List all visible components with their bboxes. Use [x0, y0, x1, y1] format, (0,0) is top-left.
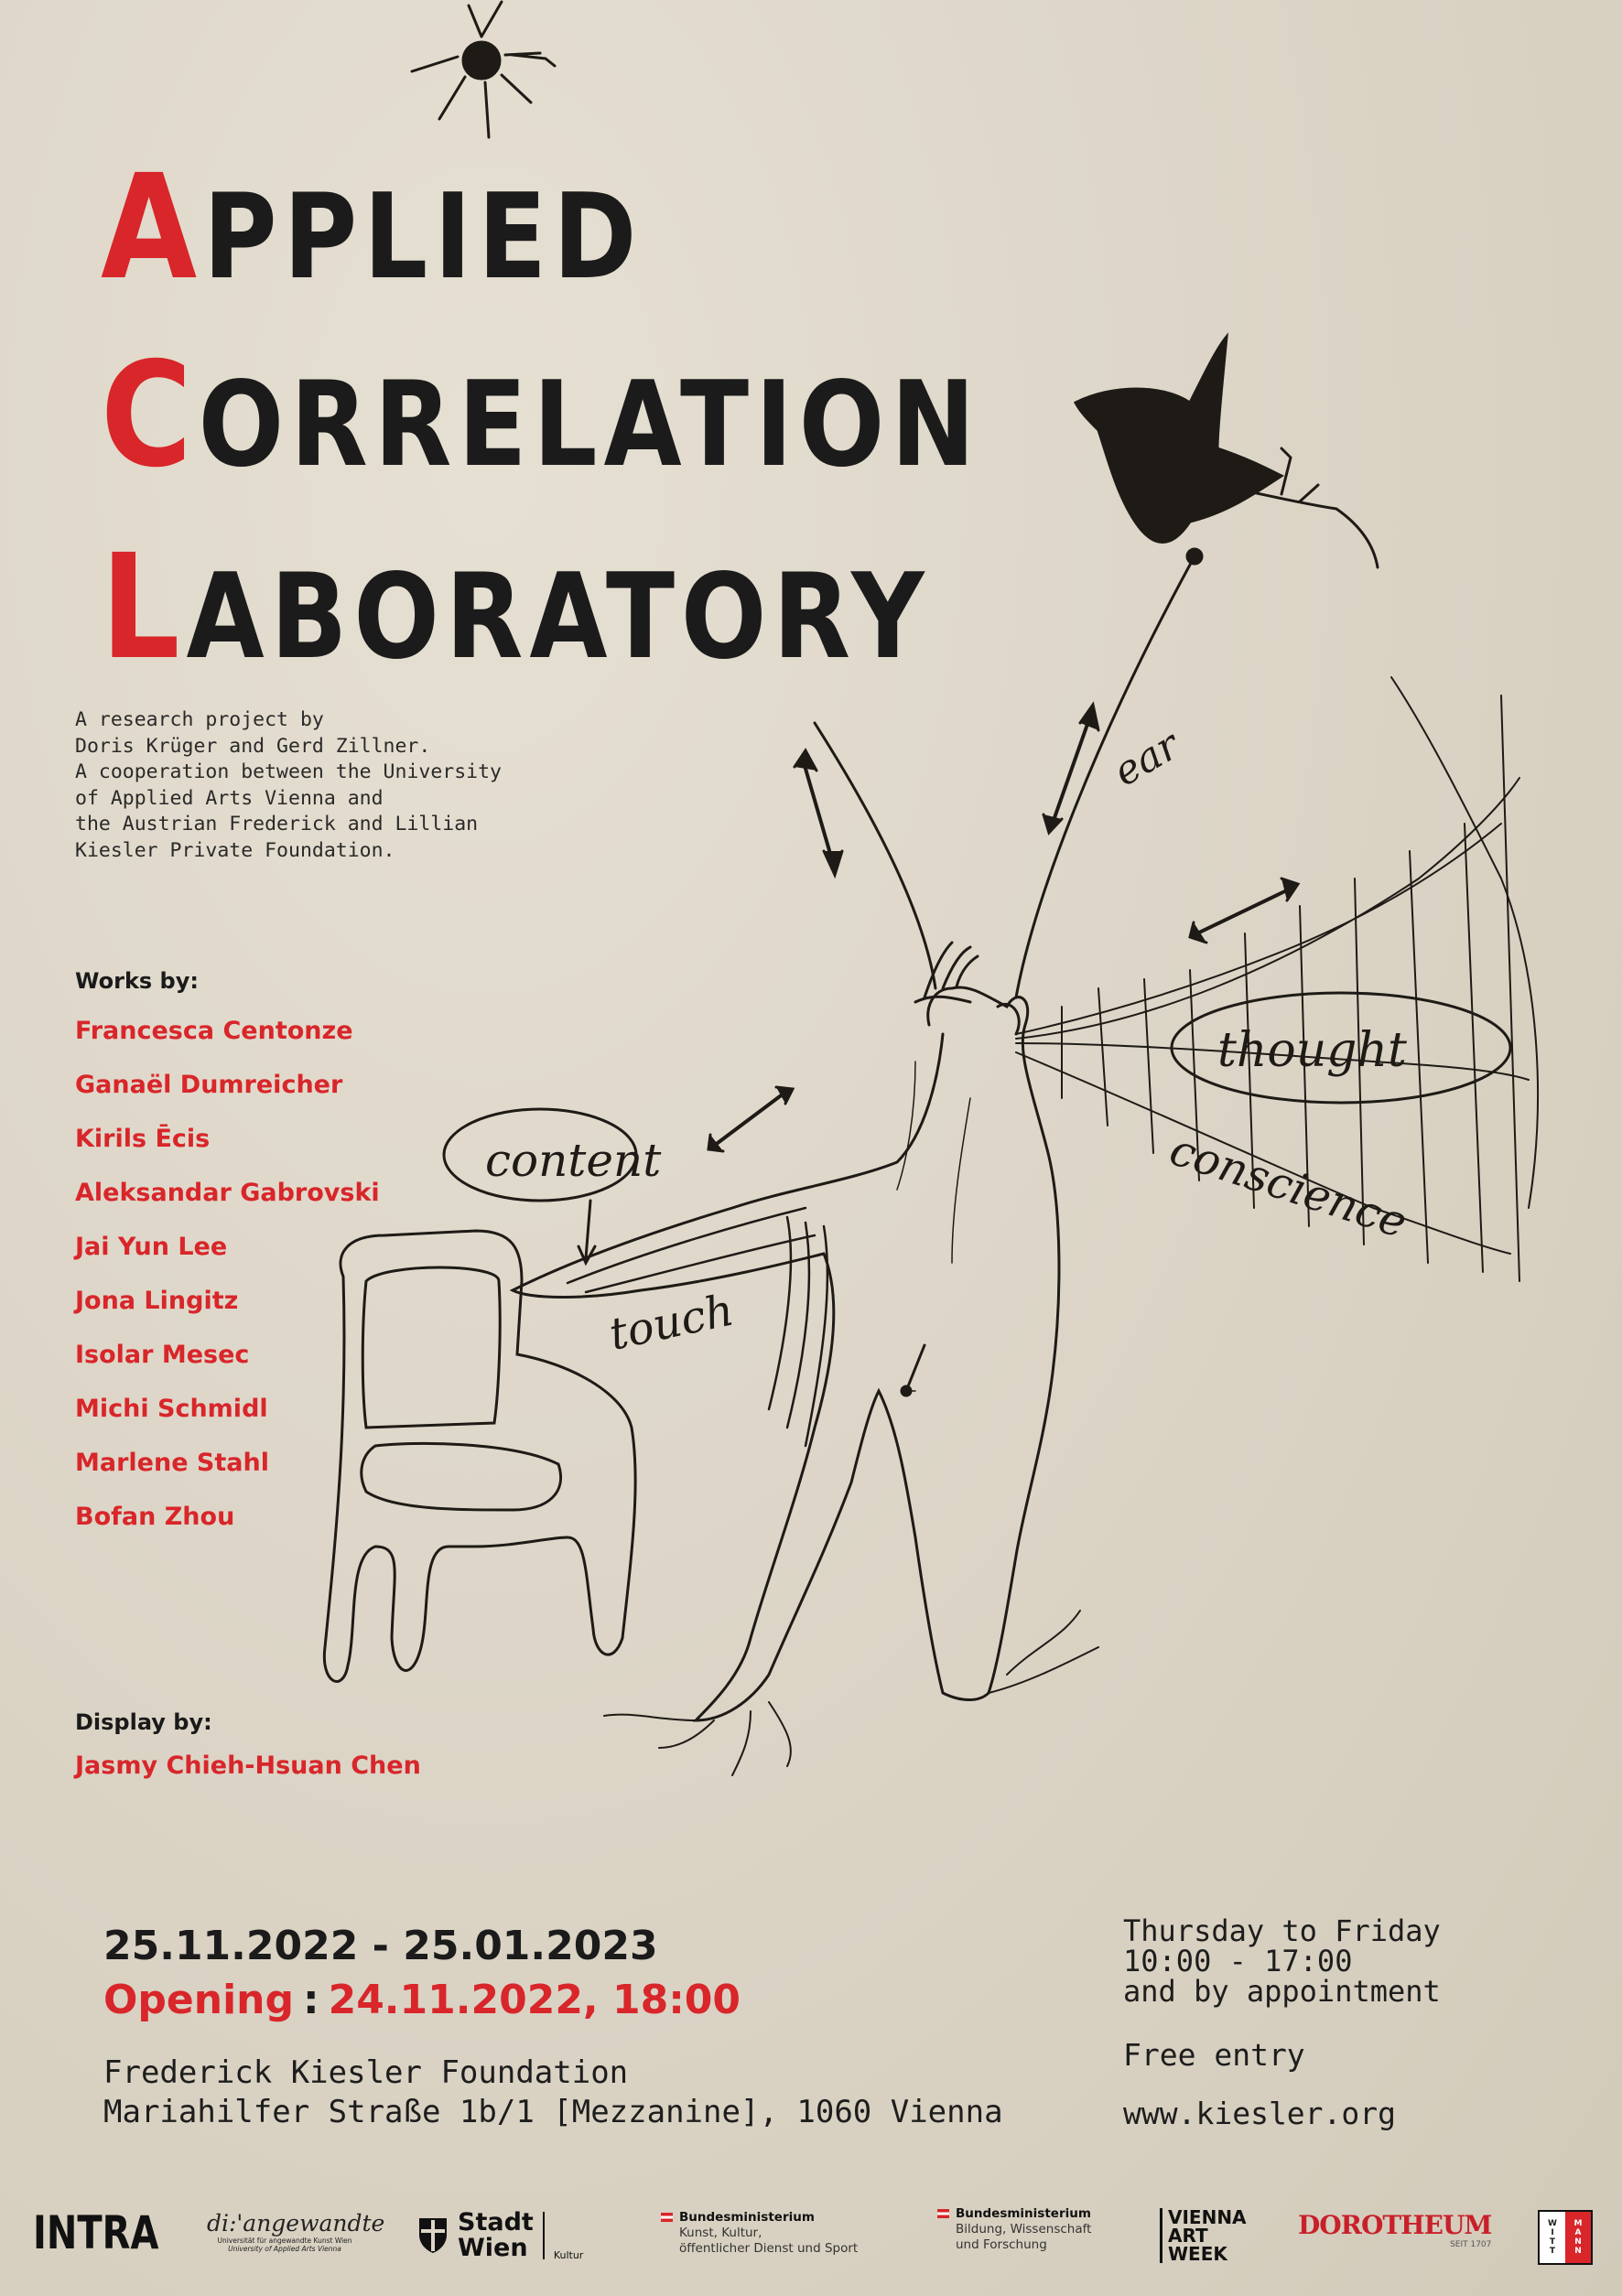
artist-name: Aleksandar Gabrovski: [75, 1179, 380, 1207]
artist-name: Isolar Mesec: [75, 1341, 250, 1369]
title-rest-correlation: ORRELATION: [198, 357, 982, 493]
opening-label: Opening: [103, 1977, 294, 2023]
vaw-line: WEEK: [1168, 2243, 1227, 2265]
project-description: A research project by Doris Krüger and Gerd Zillner. A cooperation between the University of Applied Arts Vienna and the Austrian Frederick and Lillian Kiesler Private Foundation.: [75, 708, 502, 862]
hours-time: 10:00 - 17:00: [1123, 1944, 1353, 1978]
opening-line: [103, 1977, 741, 2023]
sun-icon: [463, 42, 500, 79]
vaw-line: VIENNA: [1168, 2206, 1247, 2228]
display-designer-name: Jasmy Chieh-Hsuan Chen: [75, 1752, 421, 1780]
ministry-title: Bundesministerium: [956, 2206, 1091, 2221]
sketch-word-conscience: conscience: [1163, 1124, 1413, 1249]
title-rest-applied: PPLIED: [203, 169, 643, 306]
title-rest-laboratory: ABORATORY: [186, 549, 931, 685]
title-initial-a: A: [101, 144, 204, 312]
vienna-art-week-logo: [1160, 2208, 1247, 2263]
artist-list: [75, 1013, 380, 1553]
ministry-line: Kunst, Kultur,: [679, 2226, 762, 2240]
sketch-word-touch: touch: [604, 1284, 739, 1361]
wittmann-logo: W I T T M A N N: [1538, 2210, 1593, 2265]
venue-address: Mariahilfer Straße 1b/1 [Mezzanine], 1060 Vienna: [103, 2094, 1003, 2130]
hours-extra: and by appointment: [1123, 1974, 1441, 2009]
title-initial-c: C: [101, 331, 199, 500]
ministry-line: Bildung, Wissenschaft: [956, 2222, 1092, 2237]
website-link[interactable]: www.kiesler.org: [1123, 2096, 1397, 2131]
intra-logo: INTRA: [33, 2206, 159, 2259]
opening-hours: [1123, 1913, 1441, 2009]
dorotheum-wordmark: DOROTHEUM: [1298, 2210, 1492, 2240]
austrian-flag-icon: [937, 2209, 949, 2218]
sponsor-logo-bar: [0, 2192, 1622, 2283]
ministry-line: und Forschung: [956, 2237, 1047, 2252]
ministry-title: Bundesministerium: [679, 2210, 815, 2225]
artist-name: Marlene Stahl: [75, 1449, 269, 1477]
venue-block: [103, 2053, 1003, 2132]
vaw-line: ART: [1168, 2225, 1208, 2247]
sketch-word-ear: ear: [1106, 721, 1187, 796]
opening-separator: :: [302, 1977, 319, 2023]
sketch-word-content: content: [485, 1134, 662, 1187]
angewandte-logo: [207, 2210, 385, 2253]
wien-label: Wien: [458, 2234, 528, 2262]
artist-name: Michi Schmidl: [75, 1395, 268, 1423]
ministry-education-logo: [956, 2206, 1091, 2253]
angewandte-subtitle: Universität für angewandte Kunst Wien: [217, 2237, 352, 2245]
artist-name: Jona Lingitz: [75, 1287, 239, 1315]
exhibition-dates: 25.11.2022 - 25.01.2023: [103, 1923, 658, 1969]
venue-name: Frederick Kiesler Foundation: [103, 2054, 629, 2091]
austrian-flag-icon: [661, 2213, 673, 2222]
works-by-label: Works by:: [75, 968, 199, 994]
kultur-label: Kultur: [553, 2249, 584, 2261]
dorotheum-logo: [1298, 2210, 1491, 2249]
bird-icon: [1076, 337, 1281, 543]
sketch-word-thought: thought: [1217, 1023, 1407, 1078]
angewandte-wordmark: di:'angewandte: [207, 2210, 385, 2237]
display-by-label: Display by:: [75, 1709, 212, 1735]
title-initial-l: L: [101, 523, 187, 692]
stadt-wien-logo: [417, 2210, 583, 2261]
hours-days: Thursday to Friday: [1123, 1913, 1441, 1948]
artist-name: Francesca Centonze: [75, 1017, 353, 1045]
artist-name: Jai Yun Lee: [75, 1233, 228, 1261]
angewandte-subtitle-en: University of Applied Arts Vienna: [228, 2245, 341, 2253]
vienna-shield-icon: [417, 2216, 449, 2255]
stadt-label: Stadt: [458, 2208, 534, 2237]
artist-name: Bofan Zhou: [75, 1503, 235, 1531]
ministry-arts-logo: [679, 2210, 858, 2257]
entry-info: Free entry: [1123, 2037, 1305, 2073]
dorotheum-subtitle: SEIT 1707: [1450, 2240, 1492, 2249]
ministry-line: öffentlicher Dienst und Sport: [679, 2241, 859, 2256]
artist-name: Ganaël Dumreicher: [75, 1071, 343, 1099]
opening-datetime: 24.11.2022, 18:00: [328, 1977, 741, 2023]
artist-name: Kirils Ēcis: [75, 1125, 211, 1153]
